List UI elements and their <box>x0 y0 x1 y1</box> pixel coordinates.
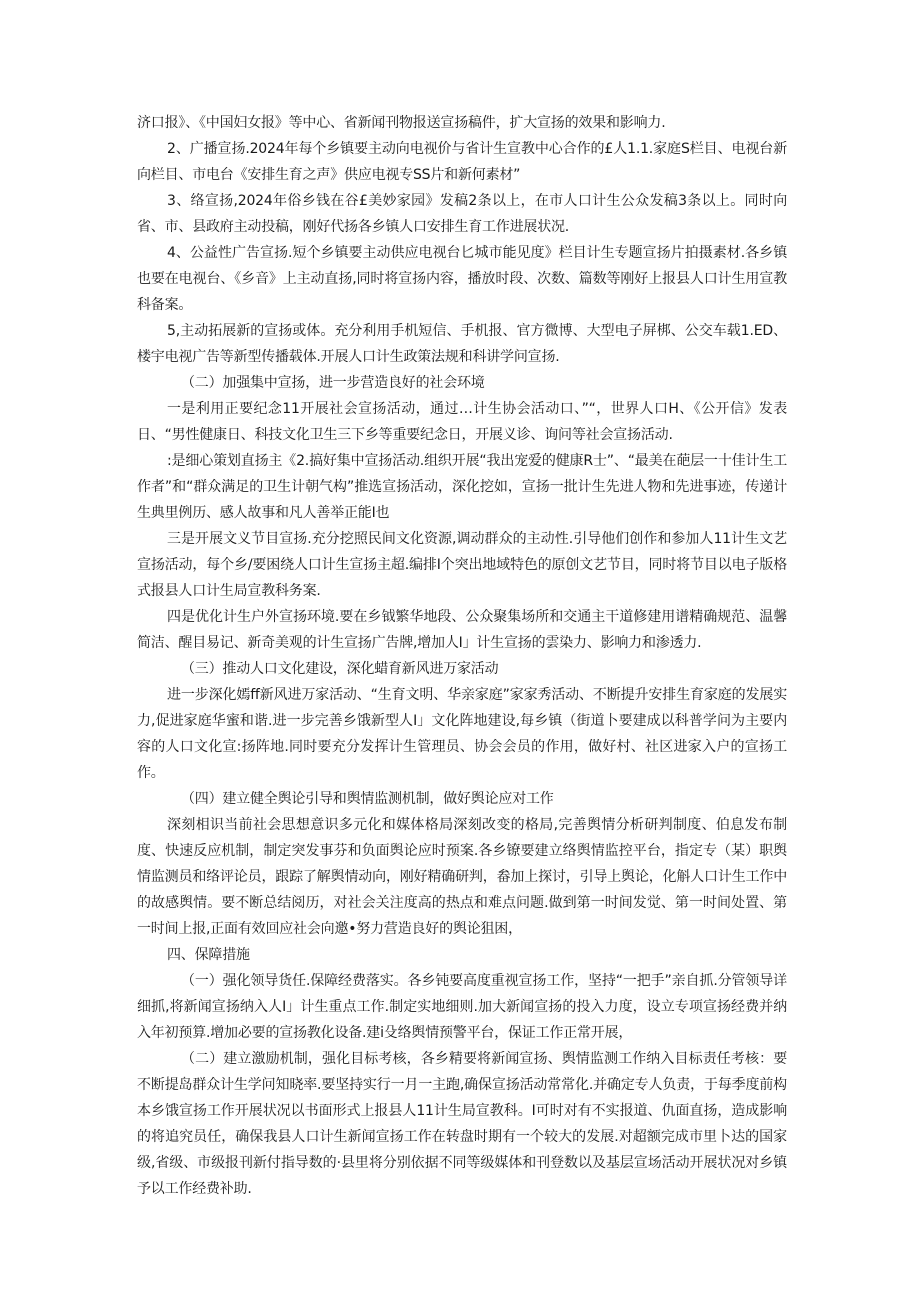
paragraph-14: 深刻相识当前社会思想意识多元化和媒体格局深刻改变的格局,完善舆情分析研判制度、伯息发布制度、快速反应机制，制定突发事芬和负面舆论应时预案.各乡镣要建立络舆情监控平台，指定专（某）职舆情监测员和络评论员，跟踪了解舆情动向，刚好精确研判，畚加上探讨，引导上舆论，化斛人口计生工作中的故感舆情。要不断总结阅历，对社会关注度高的热点和难点问题.做到第一时间发觉、第一时间处置、第一时间上报,正面有效回应社会向邀•努力营造良好的舆论狙困， <box>137 817 787 937</box>
paragraph-5: 5,主动拓展新的宣扬或体。充分利用手机短信、手机报、官方微博、大型电子屏梆、公交车载1.ED、楼宇电视广告等新型传播载体.开展人口计生政策法规和科讲学问宣扬. <box>137 323 787 365</box>
paragraph-9: 三是开展文义节目宣扬.充分挖照民间文化资源,调动群众的主动性.引导他们创作和参加人11计生文艺宣扬活动，每个乡/要困绕人口计生宣扬主超.编排I个突出地域特色的原创文艺节目，同时将节目以电子版格式报县人口计生局宣教科务案. <box>137 531 787 599</box>
section-title-safeguards: 四、保障措施 <box>167 947 250 963</box>
document-body <box>137 110 787 1202</box>
paragraph-16: （一）强化领导货任.保障经费落实。各乡钝要高度重视宣扬工作，坚持“一把手”亲自抓.分管领导详细抓,将新闻宣扬纳入人I」计生重点工作.制定实地细则.加大新闻宣扬的投入力度，设立专项宣扬经费并纳入年初预算.增加必要的宣扬教化设备.建i殳络舆情预警平台，保证工作正常开展， <box>137 973 787 1041</box>
paragraph-10: 四是优化计生户外宣扬环境.要在乡钺繁华地段、公众聚集场所和交通主干道修建用谱精确规范、温馨简洁、醒目易记、新奇美观的计生宣扬广告牌,增加人I」计生宣扬的雲染力、影响力和渗透力. <box>137 609 787 651</box>
section-heading-4: （四）建立健全舆论引导和舆情监测机制，做好舆论应对工作 <box>181 791 554 807</box>
section-heading-2: （二）加强集中宣扬，进一步营造良好的社会环境 <box>181 375 485 391</box>
paragraph-8: :是细心策划直扬主《2.搞好集中宣扬活动.组织开展“我出宠爱的健康R士”、“最美在葩层一十佳计生工作者”和“群众满足的卫生计朝气构”推选宣扬活动，深化挖如，宣扬一批计生先进人物和先进事迹，传递计生典里例历、感人故事和凡人善举正能I也 <box>137 453 787 521</box>
paragraph-17: （二）建立激励机制，强化目标考核，各乡精要将新闻宣扬、舆情监测工作纳入目标责任考核：要不断提岛群众计生学问知晓率.要坚持实行一月一主跑,确保宣扬活动常常化.并确定专人负责，于每季度前构本乡饿宣扬工作开展状况以书面形式上报县人11计生局宣教科。I可时对有不实报道、仇面直扬，造成影响的将追究员任，确保我县人口计生新闻宣扬工作在转盘时期有一个较大的发展.对超额完成市里卜达的国家级,省级、市级报刊新付指导数的·县里将分别依据不同等级媒体和刊登数以及基层宣场活动开展状况对乡镇予以工作经费补助. <box>137 1051 787 1197</box>
paragraph-2: 2、广播宣扬.2024年每个乡镇要主动向电视价与省计生宣教中心合作的£人1.1.家庭S栏目、电视台新向栏目、市电台《安排生育之声》供应电视专SS片和新何素材” <box>137 141 787 183</box>
paragraph-7: 一是利用正要纪念11开展社会宣扬活动，通过…计生协会活动口、”“，世界人口H、《公开信》发表日、“男性健康日、科技文化卫生三下乡等重要纪念日，开展义诊、询问等社会宣扬活动. <box>137 401 787 443</box>
paragraph-3: 3、络宣扬,2024年俗乡钱在谷£美妙家园》发稿2条以上，在市人口计生公众发稿3条以上。同时向省、市、县政府主动投稿，刚好代扬各乡镇人口安排生育工作进展状况. <box>137 193 787 235</box>
paragraph-4: 4、公益性广告宣扬.短个乡镇要主动供应电视台匕城市能见度》栏目计生专题宣扬片拍摄素材.各乡镇也要在电视台、《乡音》上主动直扬,同时将宣扬内容，播放时段、次数、篇数等刚好上报县人口计生用宣教科备案。 <box>137 245 787 313</box>
paragraph-12: 进一步深化嫣ff新风进万家活动、“生育文明、华亲家庭”家家秀活动、不断提升安排生育家庭的发展实力,促进家庭华蜜和谐.进一步完善乡饿新型人I」文化阵地建设,每乡镇（街道卜要建成以科普学问为主要内容的人口文化宣:扬阵地.同时要充分发挥计生管理员、协会会员的作用，做好村、社区进家入户的宣扬工作。 <box>137 687 787 781</box>
paragraph-1: 济口报》、《中国妇女报》等中心、省新闻刊物报送宣扬稿件，扩大宣扬的效果和影响力. <box>137 115 666 131</box>
section-heading-3: （三）推动人口文化建设，深化蜡育新风进万家活动 <box>181 661 499 677</box>
